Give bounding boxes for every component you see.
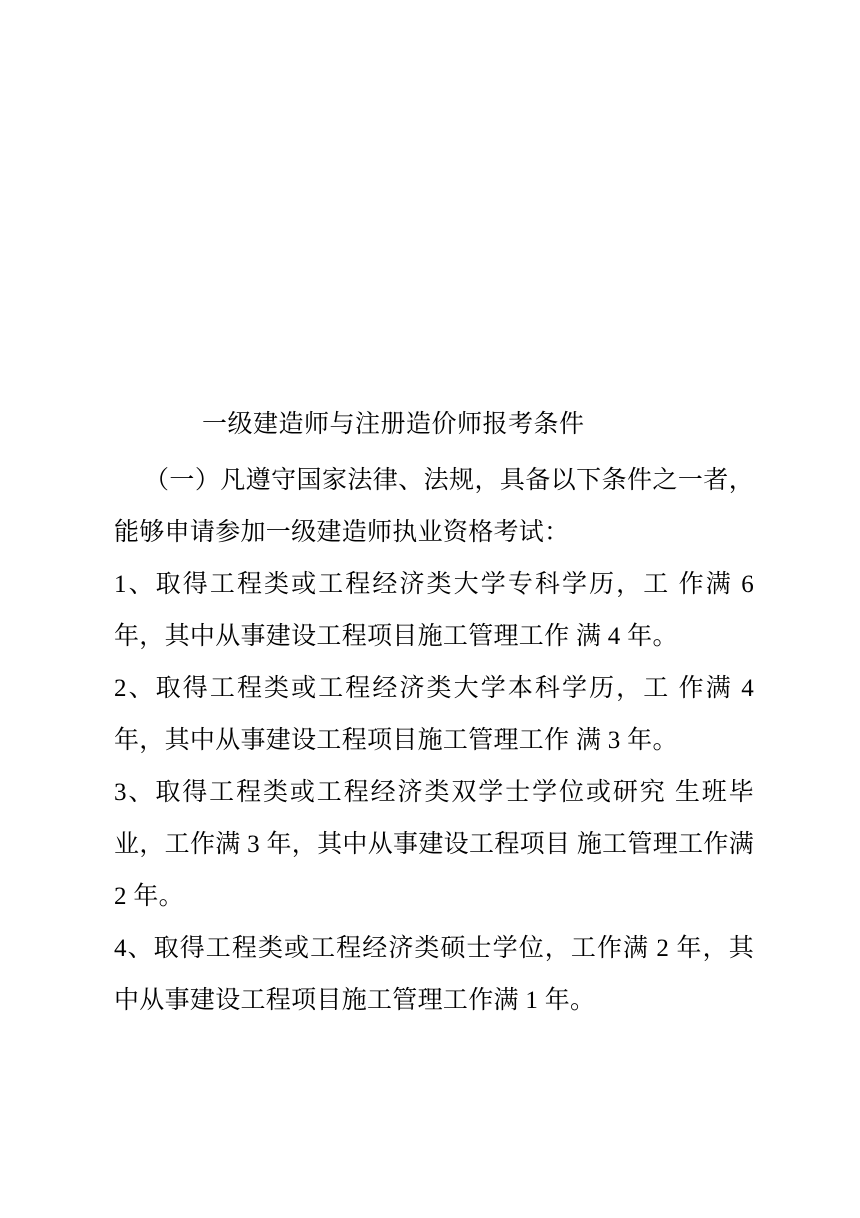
paragraph-item-4: 4、取得工程类或工程经济类硕士学位，工作满 2 年，其中从事建设工程项目施工管理工作满 1 年。 xyxy=(114,935,754,1014)
document-title: 一级建造师与注册造价师报考条件 xyxy=(202,411,585,438)
paragraph-item-2: 2、取得工程类或工程经济类大学本科学历，工 作满 4 年，其中从事建设工程项目施工管理工作 满 3 年。 xyxy=(114,675,754,754)
paragraph-section-one-intro: （一）凡遵守国家法律、法规，具备以下条件之一者，能够申请参加一级建造师执业资格考试： xyxy=(114,467,754,546)
document-body xyxy=(114,405,754,1027)
paragraph-item-1: 1、取得工程类或工程经济类大学专科学历，工 作满 6 年，其中从事建设工程项目施工管理工作 满 4 年。 xyxy=(114,571,754,650)
paragraph-item-3: 3、取得工程类或工程经济类双学士学位或研究 生班毕业，工作满 3 年，其中从事建设工程项目 施工管理工作满 2 年。 xyxy=(114,779,754,910)
